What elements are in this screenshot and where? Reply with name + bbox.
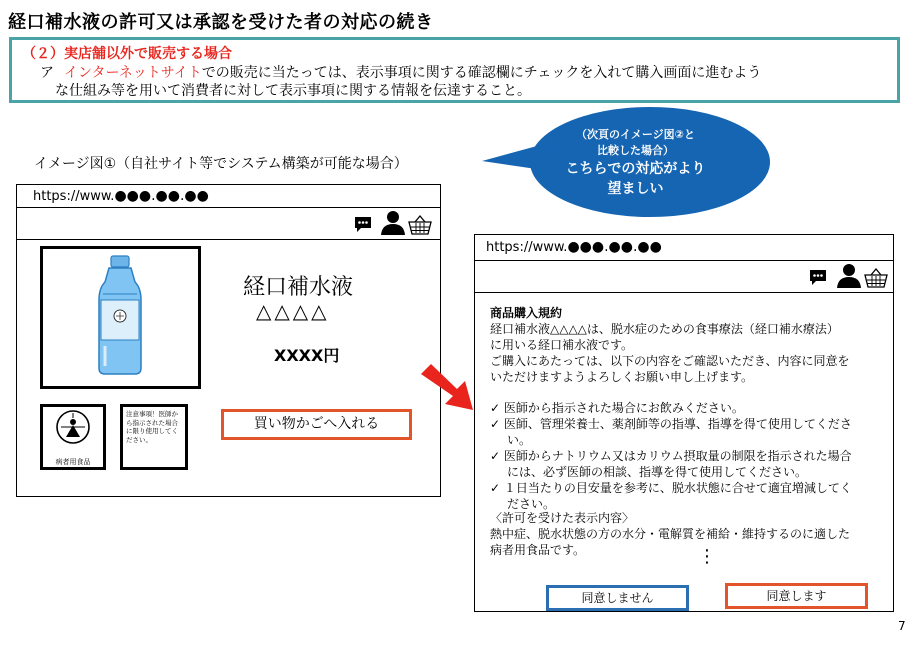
terms-line: いただけますようよろしくお願い申し上げます。: [490, 370, 754, 384]
check-text: 医師から指示された場合にお飲みください。: [503, 401, 744, 415]
line-prefix: ア: [40, 65, 54, 81]
check-text: 医師、管理栄養士、薬剤師等の指導、指導を得て使用してくださ: [503, 417, 852, 431]
section-heading: （２）実店舗以外で販売する場合: [22, 46, 232, 62]
permit-heading: 〈許可を受けた表示内容〉: [490, 511, 635, 525]
url-prefix: https://www.: [486, 240, 568, 255]
check-text-cont: には、必ず医師の相談、指導を得て使用してください。: [507, 465, 808, 479]
check-text-cont: ださい。: [507, 497, 556, 511]
left-url-divider: [16, 207, 441, 208]
product-price: XXXX円: [274, 346, 340, 365]
basket-icon[interactable]: [408, 214, 432, 236]
url-masked: ●●●.●●.●●: [567, 239, 662, 255]
page-number: 7: [898, 619, 906, 633]
check-icon: ✓: [490, 417, 501, 431]
terms-title: 商品購入規約: [490, 306, 563, 320]
check-item[interactable]: [490, 480, 852, 496]
check-icon: ✓: [490, 481, 501, 495]
check-list: [490, 400, 852, 512]
left-toolbar-divider: [16, 239, 441, 240]
check-item[interactable]: [490, 416, 852, 432]
line-rest: での販売に当たっては、表示事項に関する確認欄にチェックを入れて購入画面に進むよう: [201, 65, 762, 81]
check-item[interactable]: [490, 448, 852, 464]
product-variant: △△△△: [256, 299, 330, 323]
badge-label: 病者用食品: [55, 458, 91, 466]
internet-site-highlight: インターネットサイト: [64, 65, 202, 81]
bubble-line-1: （次頁のイメージ図②と: [576, 128, 695, 141]
check-text: １日当たりの目安量を参考に、脱水状態に合せて適宜増減してく: [503, 481, 852, 495]
user-icon[interactable]: [836, 263, 862, 289]
url-masked: ●●●.●●.●●: [114, 188, 209, 204]
terms-line: に用いる経口補水液です。: [490, 338, 634, 352]
agree-button[interactable]: 同意します: [725, 583, 868, 609]
add-to-cart-button[interactable]: 買い物かごへ入れる: [221, 409, 412, 440]
figure-caption: イメージ図①（自社サイト等でシステム構築が可能な場合）: [34, 156, 408, 172]
left-url-bar[interactable]: [33, 188, 209, 204]
check-icon: ✓: [490, 449, 501, 463]
right-url-divider: [474, 260, 894, 261]
bubble-line-3: こちらでの対応がより: [565, 161, 706, 177]
product-name: 経口補水液: [243, 275, 354, 300]
basket-icon[interactable]: [864, 267, 888, 289]
continue-mark: ⋮: [698, 546, 716, 567]
permit-line: 病者用食品です。: [490, 543, 586, 557]
check-text-cont: い。: [507, 433, 532, 447]
caution-text: 注意事項！医師から指示された場合に限り使用してください。: [126, 410, 178, 444]
user-icon[interactable]: [380, 210, 406, 236]
url-prefix: https://www.: [33, 189, 115, 204]
patient-food-mark-icon: [55, 409, 91, 445]
bubble-line-4: 望ましい: [607, 181, 664, 197]
permit-line: 熱中症、脱水状態の方の水分・電解質を補給・維持するのに適した: [490, 527, 851, 541]
check-item[interactable]: [490, 400, 852, 416]
permit-section: [490, 510, 850, 558]
section-line-2: な仕組み等を用いて消費者に対して表示事項に関する情報を伝達すること。: [55, 83, 531, 99]
check-text: 医師からナトリウム又はカリウム摂取量の制限を指示された場合: [503, 449, 852, 463]
section-line-1: [40, 62, 761, 82]
terms-line: 経口補水液△△△△は、脱水症のための食事療法（経口補水療法）: [490, 322, 839, 336]
bubble-text: [548, 127, 723, 199]
terms-intro: [490, 321, 850, 385]
decline-button[interactable]: 同意しません: [546, 585, 689, 611]
terms-line: ご購入にあたっては、以下の内容をご確認いただき、内容に同意を: [490, 354, 850, 368]
chat-icon[interactable]: [353, 214, 373, 234]
chat-icon[interactable]: [808, 267, 828, 287]
page-title: 経口補水液の許可又は承認を受けた者の対応の続き: [8, 12, 434, 33]
bubble-line-2: 比較した場合）: [597, 144, 674, 157]
right-toolbar-divider: [474, 292, 894, 293]
right-url-bar[interactable]: [486, 239, 662, 255]
bottle-image: [92, 254, 148, 378]
check-icon: ✓: [490, 401, 501, 415]
